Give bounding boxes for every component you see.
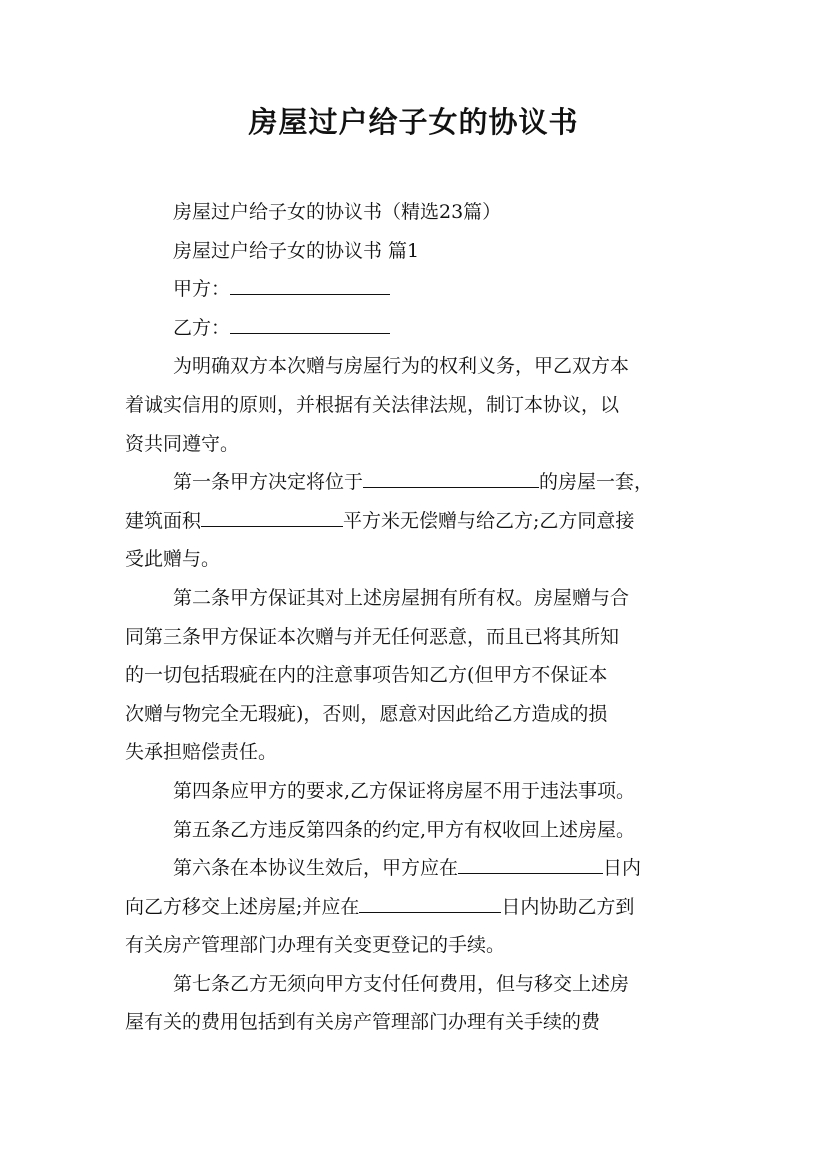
party-b-blank [230, 315, 390, 334]
article-1-line-2 [125, 502, 710, 541]
handover-days-blank [458, 855, 603, 874]
paragraph-line: 资共同遵守。 [125, 432, 240, 455]
article-6-line-2 [125, 888, 710, 927]
article-1-line-3: 受此赠与。 [125, 548, 221, 571]
article-text: 建筑面积 [125, 509, 202, 532]
article-1-line-1 [125, 463, 710, 502]
article-5: 第五条乙方违反第四条的约定,甲方有权收回上述房屋。 [173, 818, 636, 841]
registration-days-blank [359, 894, 501, 913]
paragraph-line: 失承担赔偿责任。 [125, 741, 278, 764]
location-blank [363, 469, 539, 488]
party-b-line [125, 309, 710, 348]
document-title: 房屋过户给子女的协议书 [248, 105, 579, 139]
paragraph-line: 的一切包括瑕疵在内的注意事项告知乙方(但甲方不保证本 [125, 664, 608, 687]
paragraph-line: 着诚实信用的原则，并根据有关法律法规，制订本协议，以 [125, 393, 620, 416]
document-body [125, 193, 710, 1042]
article-text: 向乙方移交上述房屋;并应在 [125, 895, 360, 918]
article-text: 第一条甲方决定将位于 [173, 471, 364, 494]
paragraph-line: 同第三条甲方保证本次赠与并无任何恶意，而且已将其所知 [125, 625, 620, 648]
article-text: 平方米无偿赠与给乙方;乙方同意接 [343, 509, 635, 532]
party-a-line [125, 270, 710, 309]
article-text: 日内协助乙方到 [501, 895, 635, 918]
section-heading: 房屋过户给子女的协议书 篇1 [173, 239, 420, 262]
paragraph-line: 屋有关的费用包括到有关房产管理部门办理有关手续的费 [125, 1011, 601, 1034]
subtitle: 房屋过户给子女的协议书（精选23篇） [173, 201, 502, 223]
article-text: 第六条在本协议生效后，甲方应在 [173, 857, 459, 880]
article-text: 日内 [603, 857, 642, 880]
area-blank [201, 508, 343, 527]
paragraph-line: 为明确双方本次赠与房屋行为的权利义务，甲乙双方本 [173, 355, 630, 378]
paragraph-line: 第七条乙方无须向甲方支付任何费用，但与移交上述房 [173, 972, 630, 995]
article-text: 的房屋一套， [539, 471, 654, 494]
paragraph-line: 次赠与物完全无瑕疵)，否则，愿意对因此给乙方造成的损 [125, 702, 608, 725]
article-6-line-1 [125, 849, 710, 888]
article-6-line-3: 有关房产管理部门办理有关变更登记的手续。 [125, 934, 506, 957]
party-a-blank [230, 276, 390, 295]
party-b-label: 乙方： [173, 316, 231, 339]
party-a-label: 甲方： [173, 278, 231, 301]
paragraph-line: 第二条甲方保证其对上述房屋拥有所有权。房屋赠与合 [173, 586, 630, 609]
article-4: 第四条应甲方的要求,乙方保证将房屋不用于违法事项。 [173, 779, 636, 802]
